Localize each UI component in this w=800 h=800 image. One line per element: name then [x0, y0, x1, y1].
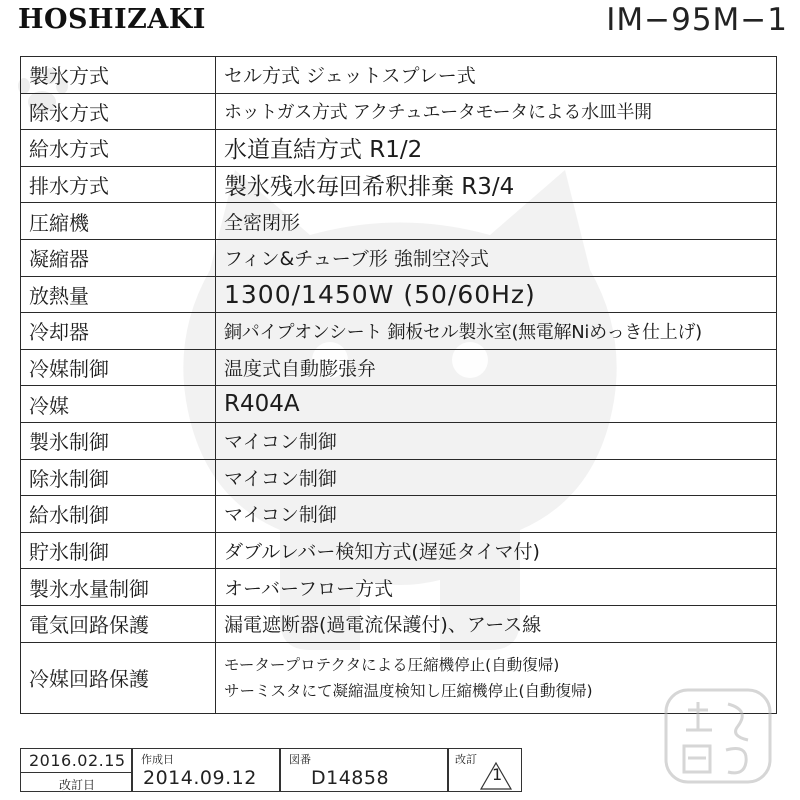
- spec-value: フィン&チューブ形 強制空冷式: [216, 239, 777, 276]
- spec-label: 冷媒回路保護: [21, 642, 216, 713]
- table-row: [21, 93, 777, 130]
- spec-value: 漏電遮断器(過電流保護付)、アース線: [216, 605, 777, 642]
- revision-number: 1: [492, 765, 503, 784]
- drawing-number-label: 図番: [289, 753, 311, 766]
- spec-label: 排水方式: [21, 166, 216, 203]
- spec-label: 圧縮機: [21, 203, 216, 240]
- spec-value: R404A: [216, 386, 777, 423]
- spec-label: 製氷水量制御: [21, 569, 216, 606]
- table-row: [21, 532, 777, 569]
- brand-logo: HOSHIZAKI: [18, 4, 206, 35]
- spec-value: 水道直結方式 R1/2: [216, 130, 777, 167]
- table-row: [21, 422, 777, 459]
- drawing-number: D14858: [311, 767, 390, 789]
- table-row: [21, 276, 777, 313]
- spec-value: 銅パイプオンシート 銅板セル製氷室(無電解Niめっき仕上げ): [216, 313, 777, 350]
- spec-label: 冷却器: [21, 313, 216, 350]
- table-row: [21, 496, 777, 533]
- spec-value: オーバーフロー方式: [216, 569, 777, 606]
- spec-label: 凝縮器: [21, 239, 216, 276]
- created-date-label: 作成日: [141, 753, 174, 766]
- spec-value: ダブルレバー検知方式(遅延タイマ付): [216, 532, 777, 569]
- table-row: [21, 130, 777, 167]
- spec-label: 給水制御: [21, 496, 216, 533]
- spec-value: セル方式 ジェットスプレー式: [216, 57, 777, 94]
- spec-value: 1300/1450W (50/60Hz): [216, 276, 777, 313]
- table-row: [21, 313, 777, 350]
- spec-label: 電気回路保護: [21, 605, 216, 642]
- spec-value: 製氷残水毎回希釈排棄 R3/4: [216, 166, 777, 203]
- spec-label: 製氷方式: [21, 57, 216, 94]
- spec-value-line: モータープロテクタによる圧縮機停止(自動復帰): [224, 655, 560, 674]
- table-row: [21, 203, 777, 240]
- table-row: [21, 166, 777, 203]
- table-row: [21, 386, 777, 423]
- spec-value: マイコン制御: [216, 496, 777, 533]
- spec-table: [20, 56, 777, 714]
- revision-label: 改訂: [455, 753, 477, 766]
- spec-value: マイコン制御: [216, 422, 777, 459]
- spec-label: 除氷制御: [21, 459, 216, 496]
- spec-label: 除氷方式: [21, 93, 216, 130]
- spec-value: ホットガス方式 アクチュエータモータによる水皿半開: [216, 93, 777, 130]
- revision-date: 2016.02.15: [29, 751, 126, 770]
- spec-label: 給水方式: [21, 130, 216, 167]
- revision-cell: [448, 748, 522, 792]
- spec-value-line: サーミスタにて凝縮温度検知し圧縮機停止(自動復帰): [224, 681, 593, 700]
- spec-label: 冷媒制御: [21, 349, 216, 386]
- spec-label: 貯氷制御: [21, 532, 216, 569]
- table-row: [21, 569, 777, 606]
- model-number: IM−95M−1: [606, 2, 788, 38]
- spec-label: 製氷制御: [21, 422, 216, 459]
- spec-value: 全密閉形: [216, 203, 777, 240]
- created-date: 2014.09.12: [143, 767, 257, 789]
- dealer-seal-stamp: [658, 680, 778, 790]
- revision-date-cell: [20, 748, 132, 792]
- table-row: [21, 57, 777, 94]
- table-row: [21, 605, 777, 642]
- created-date-cell: [132, 748, 280, 792]
- spec-label: 放熱量: [21, 276, 216, 313]
- spec-value: 温度式自動膨張弁: [216, 349, 777, 386]
- table-row: [21, 349, 777, 386]
- drawing-number-cell: [280, 748, 448, 792]
- spec-label: 冷媒: [21, 386, 216, 423]
- table-row: [21, 239, 777, 276]
- spec-value: マイコン制御: [216, 459, 777, 496]
- table-row: [21, 459, 777, 496]
- revision-date-label: 改訂日: [59, 778, 96, 792]
